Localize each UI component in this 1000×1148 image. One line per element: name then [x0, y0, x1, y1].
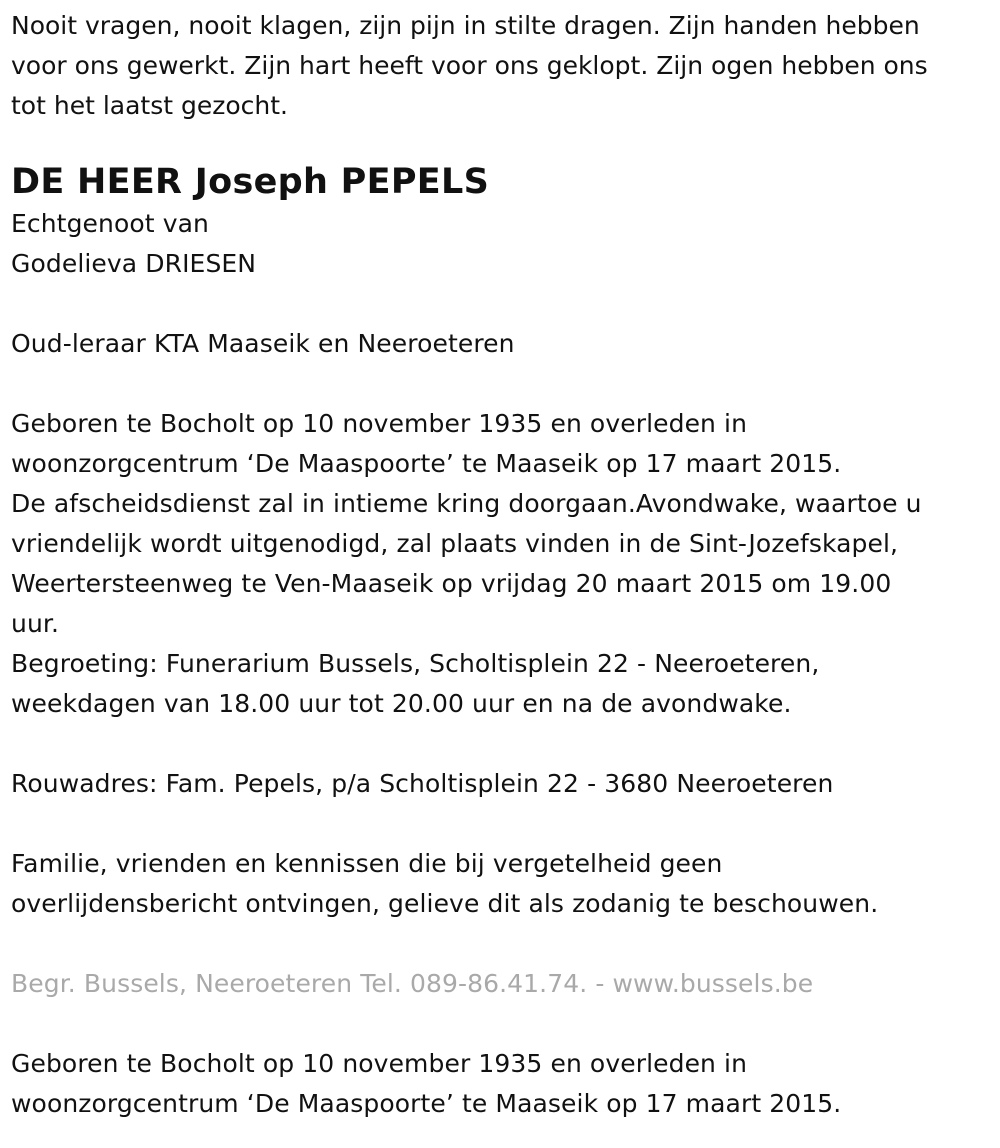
spacer	[11, 364, 991, 404]
deceased-name: DE HEER Joseph PEPELS	[11, 162, 490, 202]
details-line: uur.	[11, 609, 60, 638]
details-line: woonzorgcentrum ‘De Maaspoorte’ te Maaseik op 17 maart 2015.	[11, 449, 842, 478]
notice	[11, 844, 991, 924]
memorial-quote	[11, 6, 991, 126]
spacer	[11, 924, 991, 964]
spacer	[11, 1004, 991, 1044]
mourning-address: Rouwadres: Fam. Pepels, p/a Scholtisplein 22 - 3680 Neeroeteren	[11, 769, 834, 798]
occupation: Oud-leraar KTA Maaseik en Neeroeteren	[11, 329, 515, 358]
details-line: vriendelijk wordt uitgenodigd, zal plaats vinden in de Sint-Jozefskapel,	[11, 529, 899, 558]
spouse-name: Godelieva DRIESEN	[11, 249, 257, 278]
funeral-details	[11, 404, 991, 724]
spacer	[11, 284, 991, 324]
summary	[11, 1044, 991, 1124]
notice-line: overlijdensbericht ontvingen, gelieve dit als zodanig te beschouwen.	[11, 889, 879, 918]
obituary-page	[11, 6, 991, 1124]
spacer	[11, 804, 991, 844]
details-line: De afscheidsdienst zal in intieme kring doorgaan.Avondwake, waartoe u	[11, 489, 922, 518]
details-line: weekdagen van 18.00 uur tot 20.00 uur en na de avondwake.	[11, 689, 792, 718]
relation-label: Echtgenoot van	[11, 209, 209, 238]
details-line: Geboren te Bocholt op 10 november 1935 en overleden in	[11, 409, 748, 438]
quote-line: voor ons gewerkt. Zijn hart heeft voor ons geklopt. Zijn ogen hebben ons	[11, 51, 928, 80]
summary-line: woonzorgcentrum ‘De Maaspoorte’ te Maaseik op 17 maart 2015.	[11, 1089, 842, 1118]
quote-line: Nooit vragen, nooit klagen, zijn pijn in stilte dragen. Zijn handen hebben	[11, 11, 920, 40]
spacer	[11, 724, 991, 764]
spouse-block	[11, 204, 991, 284]
quote-line: tot het laatst gezocht.	[11, 91, 288, 120]
details-line: Weertersteenweg te Ven-Maaseik op vrijdag 20 maart 2015 om 19.00	[11, 569, 892, 598]
funeral-home-credit: Begr. Bussels, Neeroeteren Tel. 089-86.41.74. - www.bussels.be	[11, 969, 814, 998]
summary-line: Geboren te Bocholt op 10 november 1935 en overleden in	[11, 1049, 748, 1078]
notice-line: Familie, vrienden en kennissen die bij vergetelheid geen	[11, 849, 723, 878]
details-line: Begroeting: Funerarium Bussels, Scholtisplein 22 - Neeroeteren,	[11, 649, 820, 678]
